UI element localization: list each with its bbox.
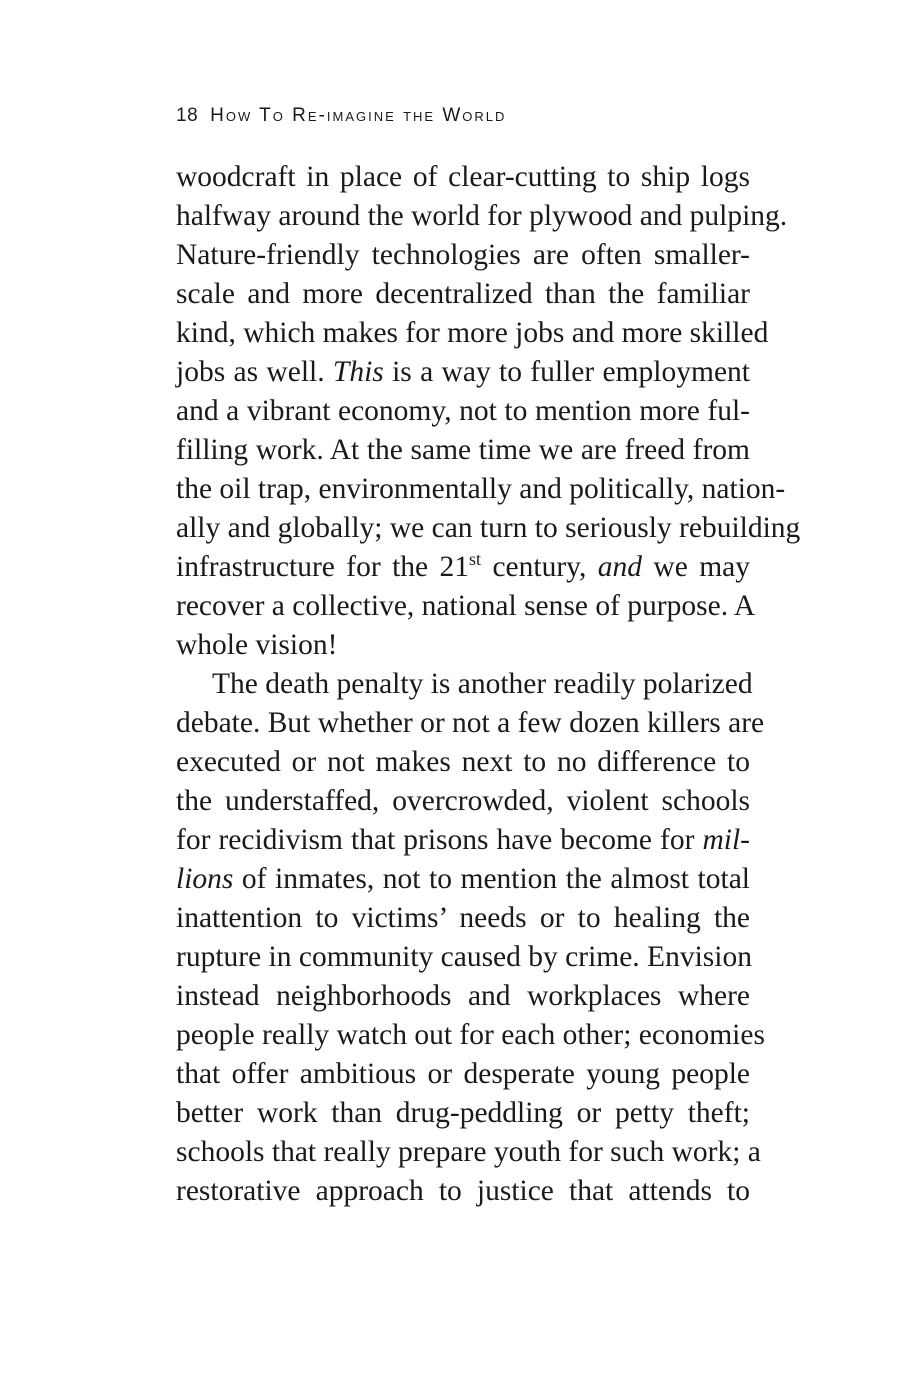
- text-run: jobs as well.: [176, 356, 333, 388]
- text-line: that offer ambitious or desperate young people: [176, 1058, 750, 1090]
- paragraph-2: [176, 665, 765, 1211]
- paragraph-1: [176, 158, 801, 665]
- text-run: infrastructure for the 21: [176, 551, 470, 583]
- text-line: people really watch out for each other; economies: [176, 1019, 765, 1051]
- text-line: [176, 821, 750, 860]
- text-line: woodcraft in place of clear-cutting to ship logs: [176, 161, 750, 193]
- text-line: The death penalty is another readily polarized: [212, 668, 753, 700]
- text-line: the understaffed, overcrowded, violent schools: [176, 785, 750, 817]
- text-line: better work than drug-peddling or petty theft;: [176, 1097, 750, 1129]
- text-line: [176, 548, 750, 587]
- emphasis-this: This: [332, 356, 384, 388]
- text-line: ally and globally; we can turn to seriously rebuilding: [176, 512, 801, 544]
- text-line: filling work. At the same time we are freed from: [176, 434, 750, 466]
- text-run: century,: [481, 551, 598, 583]
- text-run: of inmates, not to mention the almost total: [233, 863, 750, 895]
- text-line: kind, which makes for more jobs and more skilled: [176, 317, 769, 349]
- emphasis-and: and: [597, 551, 643, 583]
- text-run: we may: [642, 551, 750, 583]
- text-line: restorative approach to justice that attends to: [176, 1175, 750, 1207]
- text-line: [176, 860, 750, 899]
- text-line: halfway around the world for plywood and pulping.: [176, 200, 788, 232]
- text-line: scale and more decentralized than the familiar: [176, 278, 750, 310]
- text-run: is a way to fuller employment: [383, 356, 750, 388]
- ordinal-superscript: st: [469, 549, 482, 569]
- text-line: schools that really prepare youth for such work; a: [176, 1136, 761, 1168]
- text-run: for recidivism that prisons have become for: [176, 824, 703, 856]
- emphasis-millions: mil-: [702, 824, 750, 856]
- text-line: Nature-friendly technologies are often smaller-: [176, 239, 750, 271]
- body-text: [176, 158, 801, 1211]
- running-head: [176, 102, 750, 130]
- text-line: inattention to victims’ needs or to healing the: [176, 902, 750, 934]
- text-line: recover a collective, national sense of purpose. A: [176, 590, 756, 622]
- text-line: and a vibrant economy, not to mention more ful-: [176, 395, 750, 427]
- page-number: 18: [176, 105, 199, 126]
- emphasis-millions: lions: [176, 863, 234, 895]
- text-line: whole vision!: [176, 629, 338, 661]
- text-line: instead neighborhoods and workplaces where: [176, 980, 750, 1012]
- text-line: [176, 353, 750, 392]
- text-line: the oil trap, environmentally and politically, nation-: [176, 473, 786, 505]
- text-line: debate. But whether or not a few dozen killers are: [176, 707, 765, 739]
- running-head-title: How To Re-imagine the World: [210, 105, 507, 126]
- text-line: executed or not makes next to no difference to: [176, 746, 750, 778]
- text-line: rupture in community caused by crime. Envision: [176, 941, 752, 973]
